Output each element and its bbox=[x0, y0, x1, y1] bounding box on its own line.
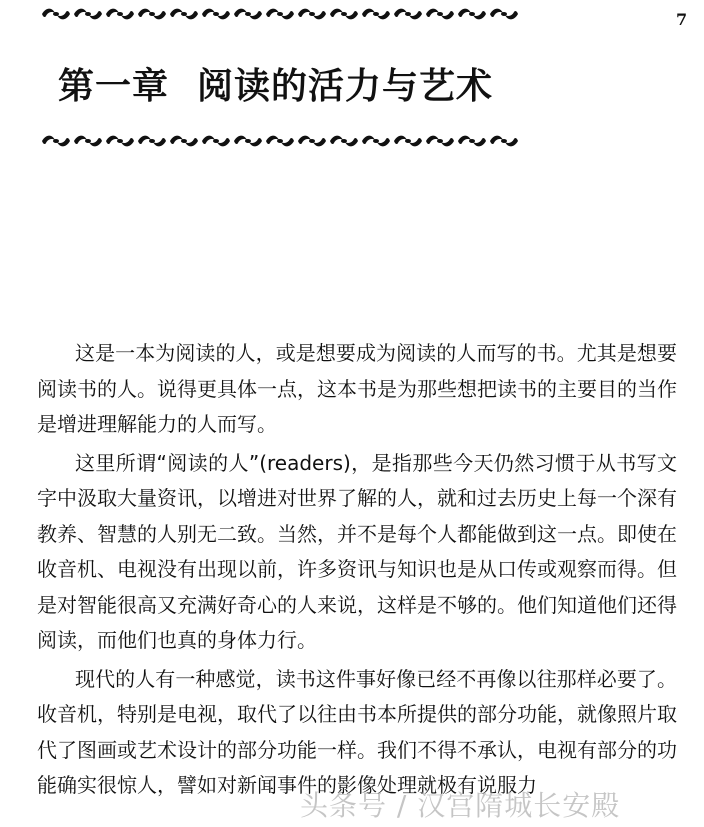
ornament-motif bbox=[170, 136, 198, 147]
body-text bbox=[37, 336, 677, 804]
paragraph-1: 这是一本为阅读的人，或是想要成为阅读的人而写的书。尤其是想要阅读书的人。说得更具体一点，这本书是为那些想把读书的主要目的当作是增进理解能力的人而写。 bbox=[37, 341, 677, 436]
ornament-motif bbox=[426, 9, 454, 20]
ornament-motif bbox=[298, 9, 326, 20]
watermark: 头条号 / 汉宫隋城长安殿 bbox=[300, 789, 621, 822]
chapter-title bbox=[58, 58, 493, 109]
ornament-motif bbox=[106, 9, 134, 20]
ornament-motif bbox=[170, 9, 198, 20]
ornament-motif bbox=[298, 136, 326, 147]
ornament-motif bbox=[490, 136, 518, 147]
ornament-motif bbox=[266, 136, 294, 147]
ornament-motif bbox=[458, 9, 486, 20]
ornament-motif bbox=[362, 136, 390, 147]
ornament-motif bbox=[330, 136, 358, 147]
paragraph-3: 现代的人有一种感觉，读书这件事好像已经不再像以往那样必要了。收音机，特别是电视，取代了以往由书本所提供的部分功能，就像照片取代了图画或艺术设计的部分功能一样。我们不得不承认，电视有部分的功能确实很惊人，譬如对新闻事件的影像处理就极有说服力 bbox=[37, 666, 677, 797]
ornament-motif bbox=[42, 136, 70, 147]
ornament-icon bbox=[40, 6, 520, 22]
page-number: 7 bbox=[676, 10, 688, 29]
ornament-motif bbox=[426, 136, 454, 147]
ornament-motif bbox=[234, 136, 262, 147]
ornament-motif bbox=[490, 9, 518, 20]
ornament-motif bbox=[330, 9, 358, 20]
ornament-motif bbox=[394, 136, 422, 147]
ornament-motif bbox=[458, 136, 486, 147]
ornament-motif bbox=[362, 9, 390, 20]
ornament-motif bbox=[138, 9, 166, 20]
ornament-motif bbox=[74, 136, 102, 147]
paragraph-2: 这里所谓“阅读的人”(readers)，是指那些今天仍然习惯于从书写文字中汲取大量资讯，以增进对世界了解的人，就和过去历史上每一个深有教养、智慧的人别无二致。当然，并不是每个人都能做到这一点。即使在收音机、电视没有出现以前，许多资讯与知识也是从口传或观察而得。但是对智能很高又充满好奇心的人来说，这样是不够的。他们知道他们还得阅读，而他们也真的身体力行。 bbox=[37, 450, 677, 652]
ornament-icon bbox=[40, 133, 520, 149]
bottom-ornament-border bbox=[40, 133, 520, 149]
ornament-motif bbox=[74, 9, 102, 20]
chapter-title-text: 阅读的活力与艺术 bbox=[197, 66, 494, 107]
ornament-motif bbox=[266, 9, 294, 20]
ornament-motif bbox=[394, 9, 422, 20]
ornament-motif bbox=[202, 136, 230, 147]
ornament-motif bbox=[234, 9, 262, 20]
ornament-motif bbox=[138, 136, 166, 147]
top-ornament-border bbox=[40, 6, 520, 22]
ornament-motif bbox=[202, 9, 230, 20]
ornament-motif bbox=[42, 9, 70, 20]
ornament-motif bbox=[106, 136, 134, 147]
chapter-label: 第一章 bbox=[58, 66, 170, 107]
